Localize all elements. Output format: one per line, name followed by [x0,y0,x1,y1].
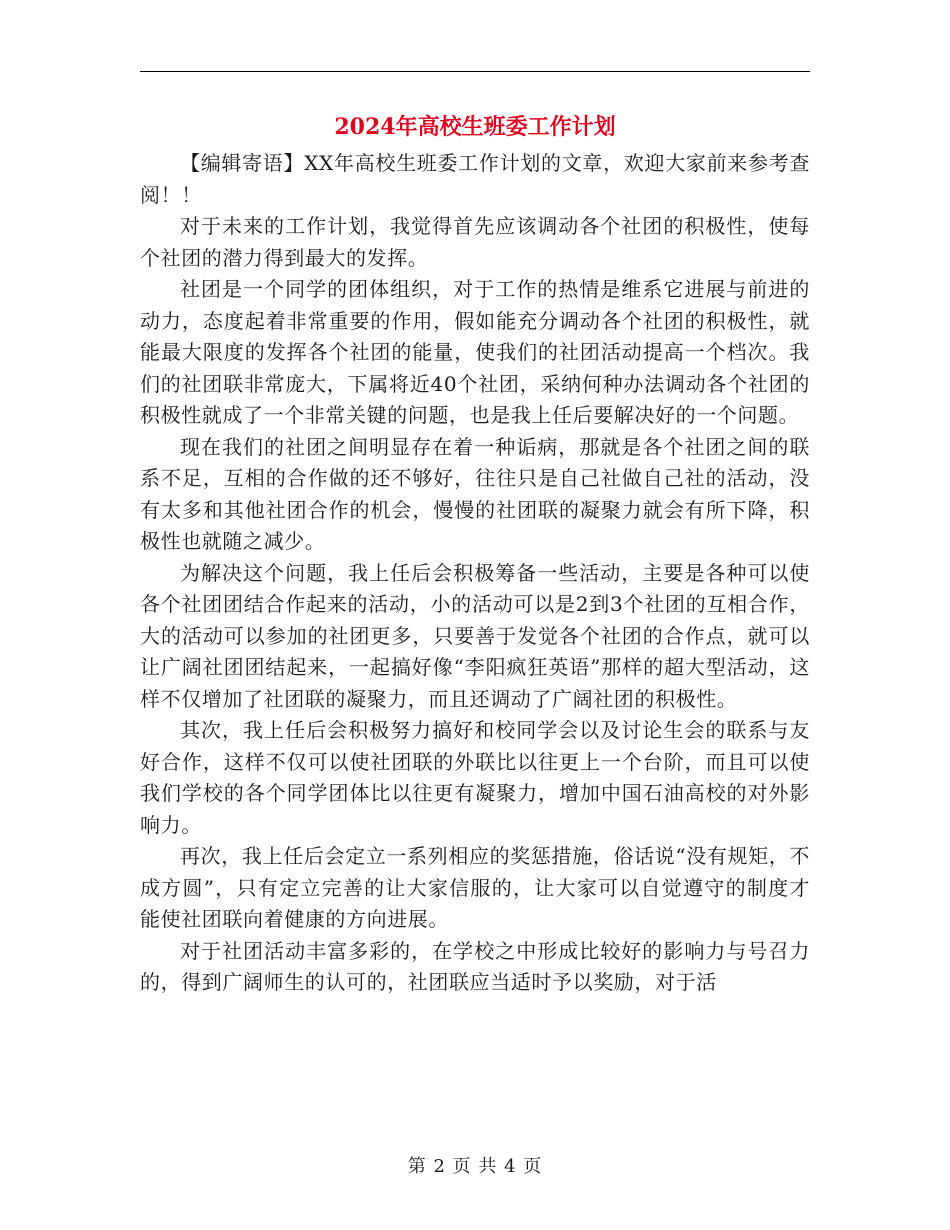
paragraph: 为解决这个问题，我上任后会积极筹备一些活动，主要是各种可以使各个社团团结合作起来的活动，小的活动可以是2到3个社团的互相合作，大的活动可以参加的社团更多，只要善于发觉各个社团的合作点，就可以让广阔社团团结起来，一起搞好像“李阳疯狂英语”那样的超大型活动，这样不仅增加了社团联的凝聚力，而且还调动了广阔社团的积极性。 [140,560,810,711]
document-title: 2024年高校生班委工作计划 [334,114,616,140]
paragraph: 社团是一个同学的团体组织，对于工作的热情是维系它进展与前进的动力，态度起着非常重要的作用，假如能充分调动各个社团的积极性，就能最大限度的发挥各个社团的能量，使我们的社团活动提高一个档次。我们的社团联非常庞大，下属将近40个社团，采纳何种办法调动各个社团的积极性就成了一个非常关键的问题，也是我上任后要解决好的一个问题。 [140,277,810,427]
paragraph: 再次，我上任后会定立一系列相应的奖惩措施，俗话说“没有规矩，不成方圆”，只有定立完善的让大家信服的，让大家可以自觉遵守的制度才能使社团联向着健康的方向进展。 [140,844,810,931]
document-body [140,148,810,1123]
paragraph: 对于社团活动丰富多彩的，在学校之中形成比较好的影响力与号召力的，得到广阔师生的认可的，社团联应当适时予以奖励，对于活 [140,938,810,994]
paragraph: 对于未来的工作计划，我觉得首先应该调动各个社团的积极性，使每个社团的潜力得到最大的发挥。 [140,214,810,270]
header-rule [140,71,810,72]
paragraph-editor-note: 【编辑寄语】XX年高校生班委工作计划的文章，欢迎大家前来参考查阅！！ [140,151,810,207]
page-number: 第 2 页 共 4 页 [407,1156,543,1177]
paragraph: 其次，我上任后会积极努力搞好和校同学会以及讨论生会的联系与友好合作，这样不仅可以使社团联的外联比以往更上一个台阶，而且可以使我们学校的各个同学团体比以往更有凝聚力，增加中国石油高校的对外影响力。 [140,718,810,837]
paragraph: 现在我们的社团之间明显存在着一种诟病，那就是各个社团之间的联系不足，互相的合作做的还不够好，往往只是自己社做自己社的活动，没有太多和其他社团合作的机会，慢慢的社团联的凝聚力就会有所下降，积极性也就随之减少。 [140,434,810,553]
